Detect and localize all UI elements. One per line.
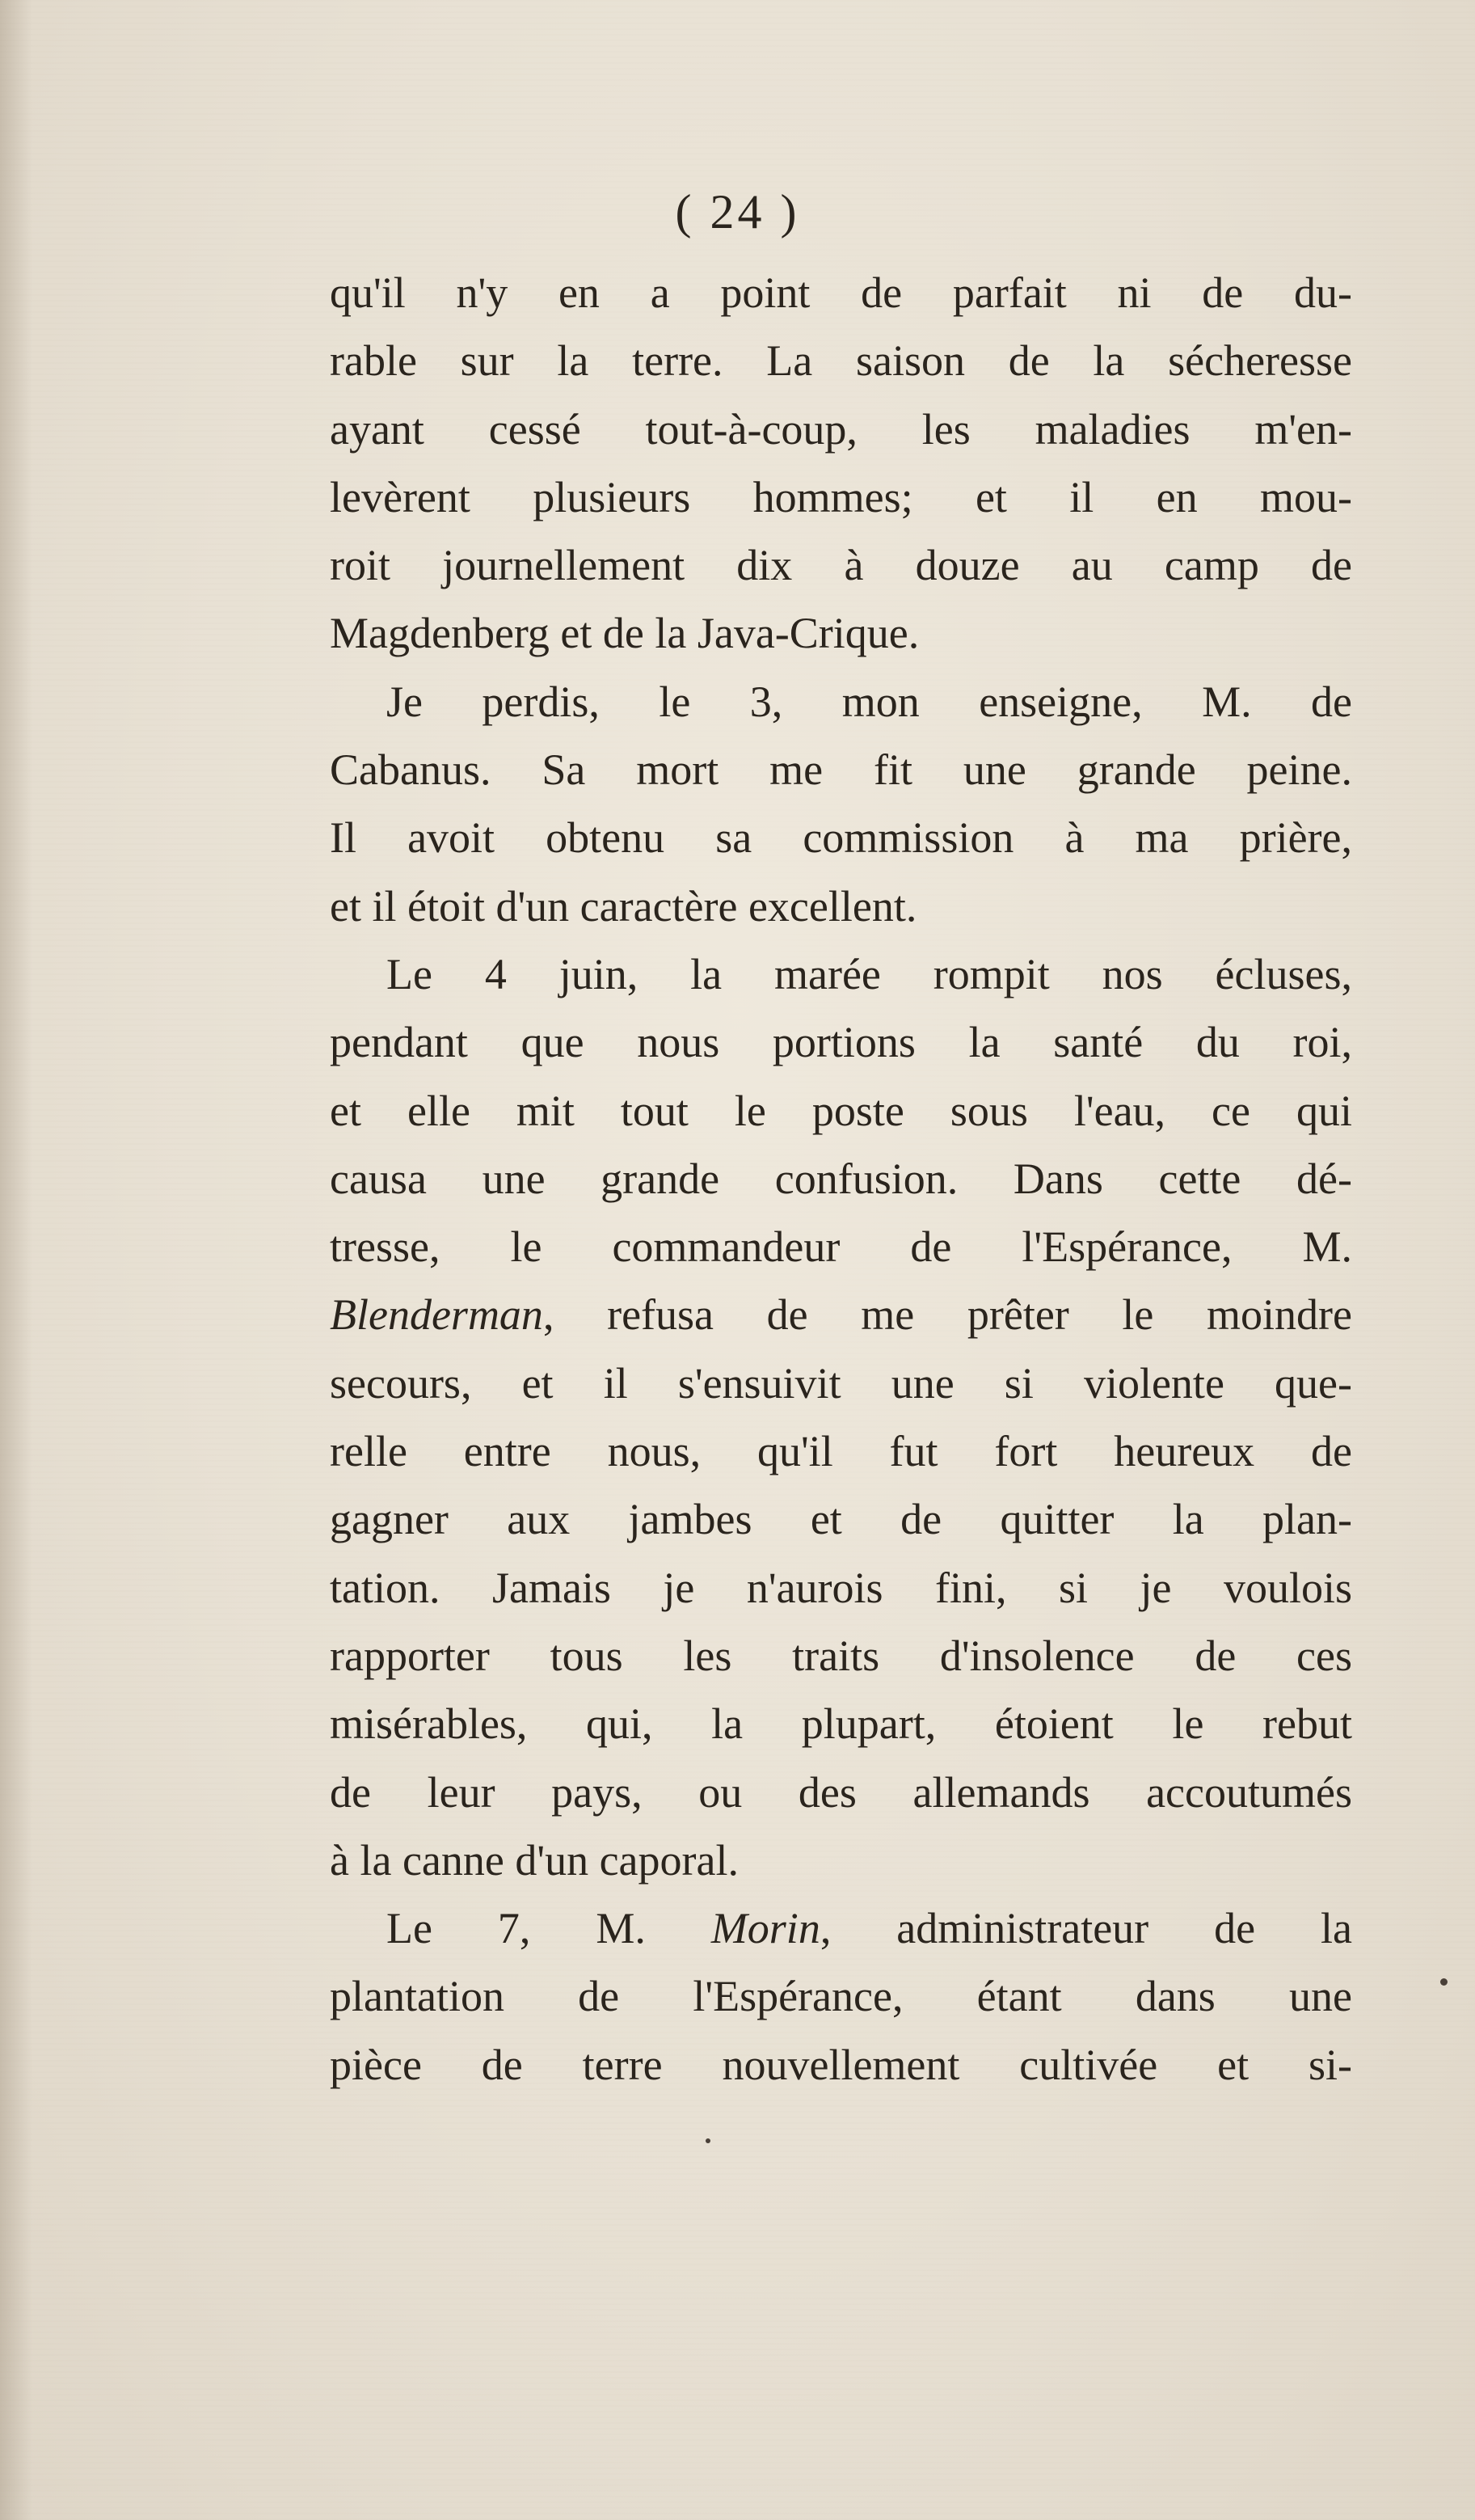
text-line: et il étoit d'un caractère excellent.: [330, 881, 917, 931]
text-line: qu'il n'y en a point de parfait ni de du-: [330, 268, 1352, 317]
text-line-part: , administrateur de la: [820, 1904, 1352, 1953]
text-line: tation. Jamais je n'aurois fini, si je voulois: [330, 1563, 1352, 1612]
text-line: rapporter tous les traits d'insolence de ces: [330, 1631, 1352, 1680]
text-line: Je perdis, le 3, mon enseigne, M. de: [386, 677, 1352, 726]
text-line-part: , refusa de me prêter le moindre: [542, 1290, 1352, 1340]
text-line: à la canne d'un caporal.: [330, 1835, 739, 1885]
text-line-part: Le 7, M.: [386, 1904, 711, 1953]
text-line: pendant que nous portions la santé du roi,: [330, 1018, 1352, 1067]
text-line: levèrent plusieurs hommes; et il en mou-: [330, 472, 1352, 521]
text-line: Le 4 juin, la marée rompit nos écluses,: [386, 949, 1352, 998]
text-line: et elle mit tout le poste sous l'eau, ce qui: [330, 1086, 1352, 1135]
text-line: secours, et il s'ensuivit une si violente que-: [330, 1358, 1352, 1408]
text-line: relle entre nous, qu'il fut fort heureux de: [330, 1427, 1352, 1476]
ink-spot: [1440, 1978, 1448, 1986]
italic-name: Morin: [710, 1904, 820, 1953]
text-line: Il avoit obtenu sa commission à ma prière,: [330, 813, 1352, 863]
text-line: tresse, le commandeur de l'Espérance, M.: [330, 1222, 1352, 1272]
text-line: Magdenberg et de la Java-Crique.: [330, 609, 920, 658]
text-line: Cabanus. Sa mort me fit une grande peine.: [330, 745, 1352, 795]
text-line: pièce de terre nouvellement cultivée et si-: [330, 2040, 1352, 2089]
text-line: misérables, qui, la plupart, étoient le rebut: [330, 1699, 1352, 1749]
text-line: [330, 1281, 1352, 1349]
text-line: roit journellement dix à douze au camp de: [330, 541, 1352, 590]
body-text: [330, 259, 1352, 2099]
ink-spot: [706, 2138, 710, 2143]
text-line: gagner aux jambes et de quitter la plan-: [330, 1495, 1352, 1544]
text-line: rable sur la terre. La saison de la sécheresse: [330, 336, 1352, 386]
italic-name: Blenderman: [330, 1290, 543, 1340]
page-number: ( 24 ): [675, 185, 800, 238]
text-line: de leur pays, ou des allemands accoutumés: [330, 1767, 1352, 1817]
text-line: plantation de l'Espérance, étant dans une: [330, 1972, 1352, 2021]
page-edge-shadow: [0, 0, 32, 2520]
text-line: ayant cessé tout-à-coup, les maladies m'en-: [330, 404, 1352, 454]
text-line: [330, 1894, 1352, 1962]
text-line: causa une grande confusion. Dans cette dé-: [330, 1154, 1352, 1203]
